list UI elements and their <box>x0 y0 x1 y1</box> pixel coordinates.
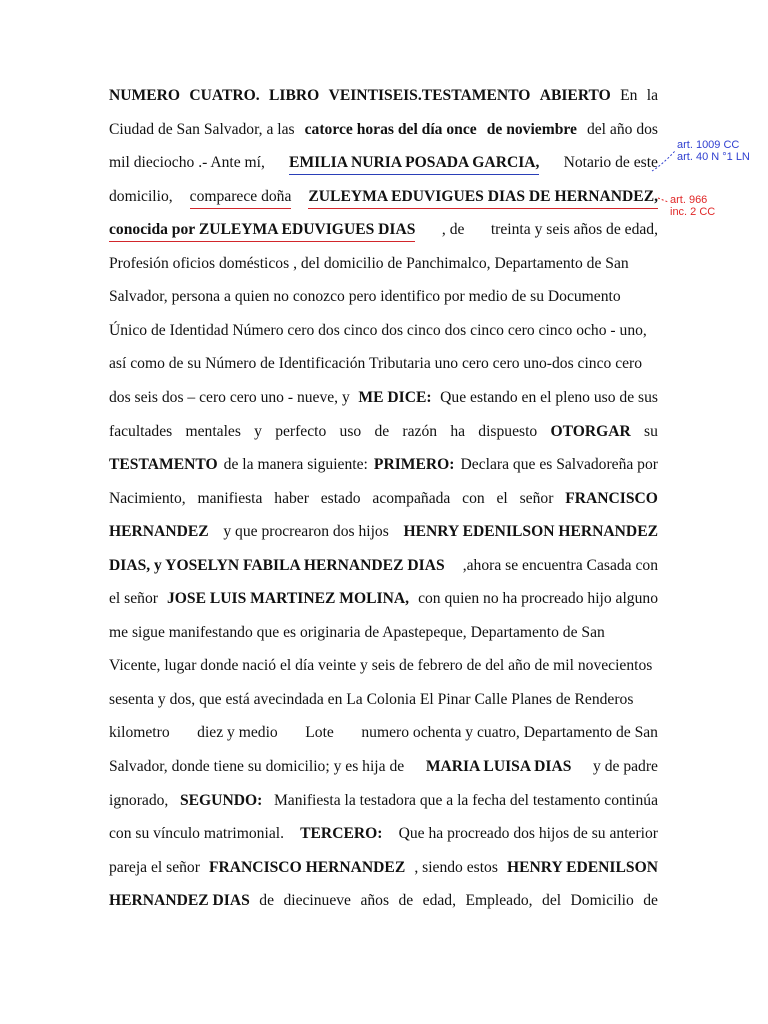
document-line <box>109 287 658 307</box>
document-line <box>109 254 658 274</box>
text-segment: Empleado, <box>465 892 533 909</box>
text-segment: PRIMERO: <box>373 456 455 473</box>
document-line <box>109 589 658 609</box>
text-segment: numero ochenta y cuatro, Departamento de San <box>361 724 658 741</box>
text-segment: Salvador, donde tiene su domicilio; y es hija de <box>109 758 405 775</box>
document-line <box>109 623 658 643</box>
document-line <box>109 187 658 207</box>
text-segment: su <box>644 423 658 440</box>
text-segment: VEINTISEIS.TESTAMENTO <box>328 87 531 104</box>
text-segment: comparece doña <box>190 187 292 209</box>
text-segment: Nacimiento, <box>109 490 186 507</box>
text-segment: TERCERO: <box>300 825 383 842</box>
text-segment: de la manera siguiente: <box>223 456 368 473</box>
text-segment: Declara que es Salvadoreña por <box>460 456 658 473</box>
document-line <box>109 321 658 341</box>
document-line <box>109 824 658 844</box>
text-segment: de <box>259 892 274 909</box>
text-segment: el <box>496 490 508 507</box>
text-segment: del <box>542 892 562 909</box>
text-segment: FRANCISCO <box>565 490 658 507</box>
document-line <box>109 522 658 542</box>
text-segment: y de padre <box>593 758 658 775</box>
text-segment: CUATRO. <box>189 87 260 104</box>
text-segment: Profesión oficios domésticos , del domicilio de Panchimalco, Departamento de San <box>109 255 629 272</box>
text-segment: facultades <box>109 423 173 440</box>
text-segment: ABIERTO <box>539 87 611 104</box>
text-segment: ME DICE: <box>358 389 432 406</box>
text-segment: EMILIA NURIA POSADA GARCIA, <box>289 153 539 175</box>
margin-note-art-966 <box>670 194 715 218</box>
document-line <box>109 388 658 408</box>
text-segment: así como de su Número de Identificación Tributaria uno cero cero uno-dos cinco cero <box>109 355 643 372</box>
text-segment: Salvador, persona a quien no conozco pero identifico por medio de su Documento <box>109 288 621 305</box>
text-segment: con su vínculo matrimonial. <box>109 825 284 842</box>
text-segment: , siendo estos <box>414 859 498 876</box>
text-segment: mentales <box>185 423 241 440</box>
text-segment: de <box>643 892 658 909</box>
text-segment: DIAS, y YOSELYN FABILA HERNANDEZ DIAS <box>109 557 445 574</box>
document-line <box>109 455 658 475</box>
document-line <box>109 422 658 442</box>
text-segment: diez y medio <box>197 724 278 741</box>
text-segment: LIBRO <box>269 87 320 104</box>
text-segment: y que procrearon dos hijos <box>223 523 389 540</box>
text-segment: estado <box>320 490 361 507</box>
text-segment: la <box>646 87 658 104</box>
text-segment: MARIA LUISA DIAS <box>425 758 572 775</box>
document-line <box>109 86 658 106</box>
text-segment: de <box>374 423 390 440</box>
document-line <box>109 791 658 811</box>
document-line <box>109 120 658 140</box>
document-line <box>109 723 658 743</box>
text-segment: ,ahora se encuentra Casada con <box>462 557 658 574</box>
text-segment: mil dieciocho .- Ante mí, <box>109 154 265 171</box>
document-line <box>109 153 658 173</box>
document-line <box>109 858 658 878</box>
red-leader-line <box>658 198 668 202</box>
text-segment: conocida por ZULEYMA EDUVIGUES DIAS <box>109 220 415 242</box>
document-line <box>109 656 658 676</box>
document-line <box>109 354 658 374</box>
text-segment: Notario de este <box>563 154 658 171</box>
text-segment: HERNANDEZ <box>109 523 209 540</box>
text-segment: ignorado, <box>109 792 169 809</box>
text-segment: uso <box>339 423 362 440</box>
text-segment: dos seis dos – cero cero uno - nueve, y <box>109 389 350 406</box>
text-segment: Que ha procreado dos hijos de su anterior <box>398 825 658 842</box>
text-segment: de noviembre <box>486 121 577 138</box>
text-segment: treinta y seis años de edad, <box>490 221 658 238</box>
text-segment: En <box>620 87 638 104</box>
text-segment: JOSE LUIS MARTINEZ MOLINA, <box>166 590 410 607</box>
text-segment: de <box>398 892 414 909</box>
text-segment: Ciudad de San Salvador, a las <box>109 121 295 138</box>
document-line <box>109 891 658 911</box>
text-segment: Vicente, lugar donde nació el día veinte y seis de febrero de del año de mil novecientos <box>109 657 653 674</box>
text-segment: dispuesto <box>478 423 538 440</box>
text-segment: señor <box>519 490 554 507</box>
text-segment: Lote <box>305 724 334 741</box>
text-segment: haber <box>274 490 309 507</box>
text-segment: años <box>360 892 390 909</box>
text-segment: FRANCISCO HERNANDEZ <box>209 859 406 876</box>
text-segment: el señor <box>109 590 158 607</box>
text-segment: Único de Identidad Número cero dos cinco dos cinco dos cinco cero cinco ocho - uno, <box>109 322 647 339</box>
text-segment: me sigue manifestando que es originaria de Apastepeque, Departamento de San <box>109 624 605 641</box>
text-segment: con <box>462 490 485 507</box>
text-segment: HENRY EDENILSON HERNANDEZ <box>403 523 658 540</box>
text-segment: Manifiesta la testadora que a la fecha del testamento continúa <box>273 792 658 809</box>
text-segment: manifiesta <box>197 490 263 507</box>
text-segment: , de <box>441 221 465 238</box>
text-segment: HERNANDEZ DIAS <box>109 892 250 909</box>
text-segment: del año dos <box>586 121 658 138</box>
text-segment: OTORGAR <box>550 423 631 440</box>
margin-note-line: art. 1009 CC <box>677 139 740 151</box>
text-segment: y <box>254 423 262 440</box>
text-segment: TESTAMENTO <box>109 456 218 473</box>
margin-note-line: art. 966 <box>670 194 708 206</box>
text-segment: sesenta y dos, que está avecindada en La Colonia El Pinar Calle Planes de Renderos <box>109 691 634 708</box>
margin-note-line: inc. 2 CC <box>670 206 716 218</box>
text-segment: edad, <box>422 892 456 909</box>
document-line <box>109 556 658 576</box>
text-segment: razón <box>402 423 438 440</box>
text-segment: domicilio, <box>109 188 173 205</box>
text-segment: HENRY EDENILSON <box>507 859 658 876</box>
document-line <box>109 220 658 240</box>
text-segment: catorce horas del día once <box>304 121 477 138</box>
text-segment: perfecto <box>275 423 327 440</box>
text-segment: kilometro <box>109 724 170 741</box>
document-line <box>109 489 658 509</box>
text-segment: con quien no ha procreado hijo alguno <box>418 590 658 607</box>
text-segment: ZULEYMA EDUVIGUES DIAS DE HERNANDEZ, <box>308 187 658 209</box>
text-segment: SEGUNDO: <box>179 792 263 809</box>
margin-note-line: art. 40 N °1 LN <box>677 151 750 163</box>
text-segment: NUMERO <box>109 87 181 104</box>
text-segment: Que estando en el pleno uso de sus <box>440 389 658 406</box>
text-segment: acompañada <box>372 490 451 507</box>
margin-note-art-1009 <box>677 139 750 163</box>
text-segment: pareja el señor <box>109 859 200 876</box>
document-line <box>109 757 658 777</box>
document-line <box>109 690 658 710</box>
text-segment: diecinueve <box>283 892 351 909</box>
text-segment: ha <box>450 423 466 440</box>
text-segment: Domicilio <box>570 892 634 909</box>
